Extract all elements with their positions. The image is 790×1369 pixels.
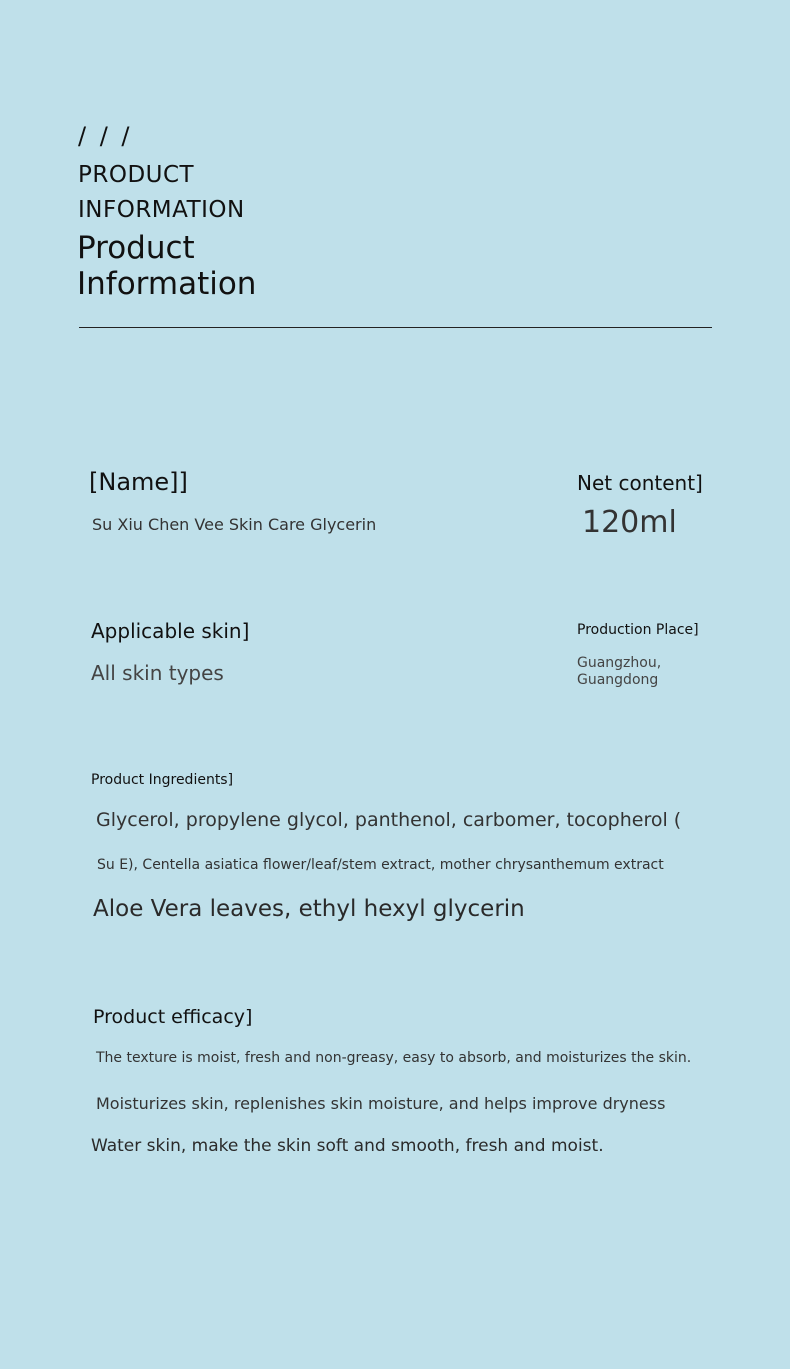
net-content-label: Net content] [577,471,703,495]
page-title-line2: Information [77,266,257,302]
section-title-english [78,158,245,228]
ingredients-line-3: Aloe Vera leaves, ethyl hexyl glycerin [93,896,525,922]
applicable-skin-label: Applicable skin] [91,619,250,643]
production-place-value: Guangzhou, Guangdong [577,655,662,688]
section-title-english-line1: PRODUCT [78,162,195,188]
efficacy-line-3: Water skin, make the skin soft and smooth, fresh and moist. [91,1136,604,1156]
production-place-label: Production Place] [577,622,699,638]
name-label: [Name]] [89,468,188,496]
efficacy-line-2: Moisturizes skin, replenishes skin moisture, and helps improve dryness [96,1094,666,1113]
net-content-value: 120ml [582,505,677,540]
ingredients-line-2: Su E), Centella asiatica flower/leaf/stem extract, mother chrysanthemum extract [97,857,664,873]
page-title [77,230,256,302]
ingredients-line-1: Glycerol, propylene glycol, panthenol, carbomer, tocopherol ( [96,809,682,831]
section-title-english-line2: INFORMATION [78,197,245,223]
ingredients-label: Product Ingredients] [91,772,234,788]
efficacy-line-1: The texture is moist, fresh and non-greasy, easy to absorb, and moisturizes the skin. [96,1050,692,1066]
name-value: Su Xiu Chen Vee Skin Care Glycerin [92,515,377,534]
efficacy-label: Product efficacy] [93,1006,253,1028]
page-title-line1: Product [77,230,195,266]
header-divider [79,327,712,328]
applicable-skin-value: All skin types [91,661,224,685]
decorative-slashes: / / / [78,122,133,150]
